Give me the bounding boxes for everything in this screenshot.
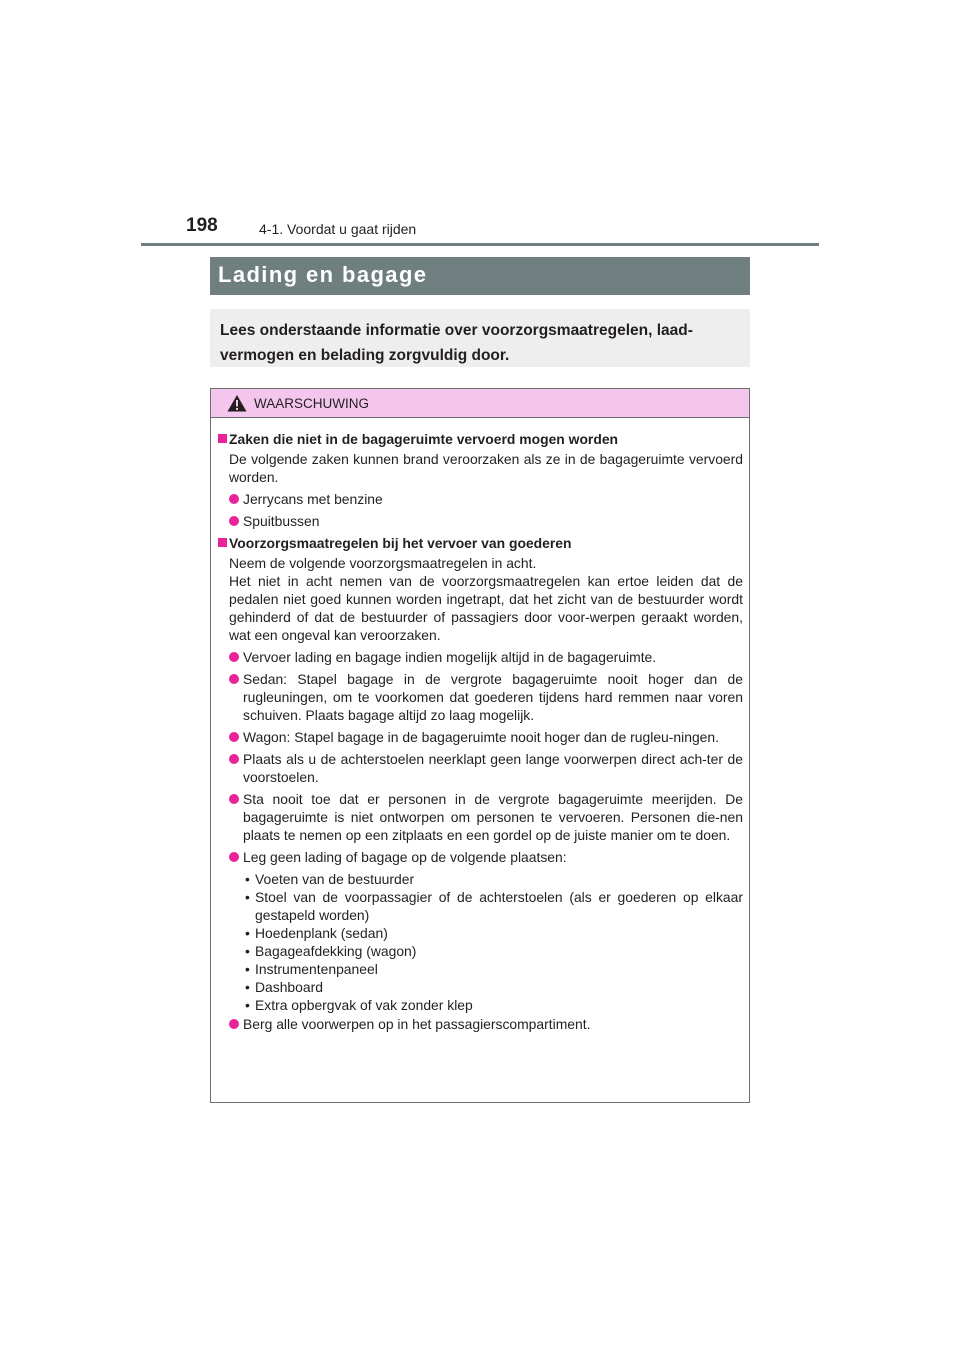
bullet-dot-icon [229, 852, 239, 862]
sub-list-item-text: Extra opbergvak of vak zonder klep [255, 997, 473, 1013]
section-title-text: Zaken die niet in de bagageruimte vervoerd mogen worden [229, 431, 619, 447]
list-item-text: Spuitbussen [243, 513, 320, 529]
header-divider [141, 243, 819, 246]
bullet-dot-icon [229, 674, 239, 684]
list-item-text: Jerrycans met benzine [243, 491, 383, 507]
sub-list-item-text: Stoel van de voorpassagier of de achterstoelen (als er goederen op elkaar gestapeld worden) [255, 889, 743, 923]
warning-box [210, 388, 750, 1103]
sub-list-item-text: Hoedenplank (sedan) [255, 925, 388, 941]
bullet-dot-icon [229, 754, 239, 764]
intro-line-1: Lees onderstaande informatie over voorzorgsmaatregelen, laad- [220, 322, 693, 339]
intro-box [210, 309, 750, 367]
list-item-text: Plaats als u de achterstoelen neerklapt geen lange voorwerpen direct ach-ter de voorstoelen. [243, 751, 743, 785]
intro-line-2: vermogen en belading zorgvuldig door. [220, 347, 510, 364]
square-bullet-icon [218, 538, 227, 547]
list-item-text: Berg alle voorwerpen op in het passagierscompartiment. [243, 1016, 591, 1032]
list-item [217, 648, 743, 666]
sub-list-item: • Bagageafdekking (wagon) [245, 943, 417, 959]
bullet-dot-icon [229, 794, 239, 804]
title-bar [210, 257, 750, 295]
section-title-text: Voorzorgsmaatregelen bij het vervoer van goederen [229, 535, 572, 551]
list-item-text: Sedan: Stapel bagage in de vergrote bagageruimte nooit hoger dan de rugleuningen, om te voorkomen dat goederen tijdens hard remmen naar voren schuiven. Plaats bagage altijd zo laag mogelijk. [243, 671, 743, 723]
list-item [217, 490, 743, 508]
bullet-dot-icon [229, 732, 239, 742]
paragraph: De volgende zaken kunnen brand veroorzaken als ze in de bagageruimte vervoerd worden. [229, 451, 743, 485]
sub-list-item: • Voeten van de bestuurder [245, 871, 415, 887]
page-number: 198 [186, 215, 218, 236]
sub-list-item-text: Instrumentenpaneel [255, 961, 378, 977]
sub-list-item-text: Bagageafdekking (wagon) [255, 943, 417, 959]
bullet-dot-icon [229, 652, 239, 662]
warning-triangle-icon [227, 394, 247, 412]
square-bullet-icon [218, 434, 227, 443]
list-item [217, 670, 743, 724]
sub-list-item: • Stoel van de voorpassagier of de achterstoelen (als er goederen op elkaar gestapeld worden) [245, 889, 743, 923]
sub-list-item-text: Dashboard [255, 979, 323, 995]
sub-list-item: • Extra opbergvak of vak zonder klep [245, 997, 473, 1013]
warning-body [211, 418, 749, 1033]
warning-header [211, 389, 749, 418]
page-title: Lading en bagage [218, 262, 428, 287]
section-title [217, 430, 743, 448]
bullet-dot-icon [229, 494, 239, 504]
warning-label: WAARSCHUWING [254, 396, 369, 411]
sub-list-item: • Instrumentenpaneel [245, 961, 378, 977]
list-item [217, 1015, 743, 1033]
sub-list-item: • Dashboard [245, 979, 323, 995]
list-item-text: Sta nooit toe dat er personen in de vergrote bagageruimte meerijden. De bagageruimte is niet ontworpen om personen te vervoeren. Personen die-nen plaats te nemen op een zitplaats en een gordel op de juiste manier om te doen. [243, 791, 743, 843]
list-item [217, 750, 743, 786]
list-item [217, 790, 743, 844]
sub-list-item: • Hoedenplank (sedan) [245, 925, 388, 941]
list-item [217, 512, 743, 530]
list-item-text: Vervoer lading en bagage indien mogelijk altijd in de bagageruimte. [243, 649, 657, 665]
paragraph: Het niet in acht nemen van de voorzorgsmaatregelen kan ertoe leiden dat de pedalen niet goed kunnen worden ingetrapt, dat het zicht van de bestuurder wordt gehinderd of dat de bestuurder of passagiers door voor-werpen geraakt worden, wat een ongeval kan veroorzaken. [229, 573, 743, 643]
list-item [217, 848, 743, 866]
list-item-text: Wagon: Stapel bagage in de bagageruimte nooit hoger dan de rugleu-ningen. [243, 729, 719, 745]
section-heading: 4-1. Voordat u gaat rijden [259, 221, 417, 237]
bullet-dot-icon [229, 1019, 239, 1029]
paragraph: Neem de volgende voorzorgsmaatregelen in acht. [229, 555, 537, 571]
section-title [217, 534, 743, 552]
sub-list-item-text: Voeten van de bestuurder [255, 871, 415, 887]
list-item [217, 728, 743, 746]
list-item-text: Leg geen lading of bagage op de volgende plaatsen: [243, 849, 567, 865]
bullet-dot-icon [229, 516, 239, 526]
